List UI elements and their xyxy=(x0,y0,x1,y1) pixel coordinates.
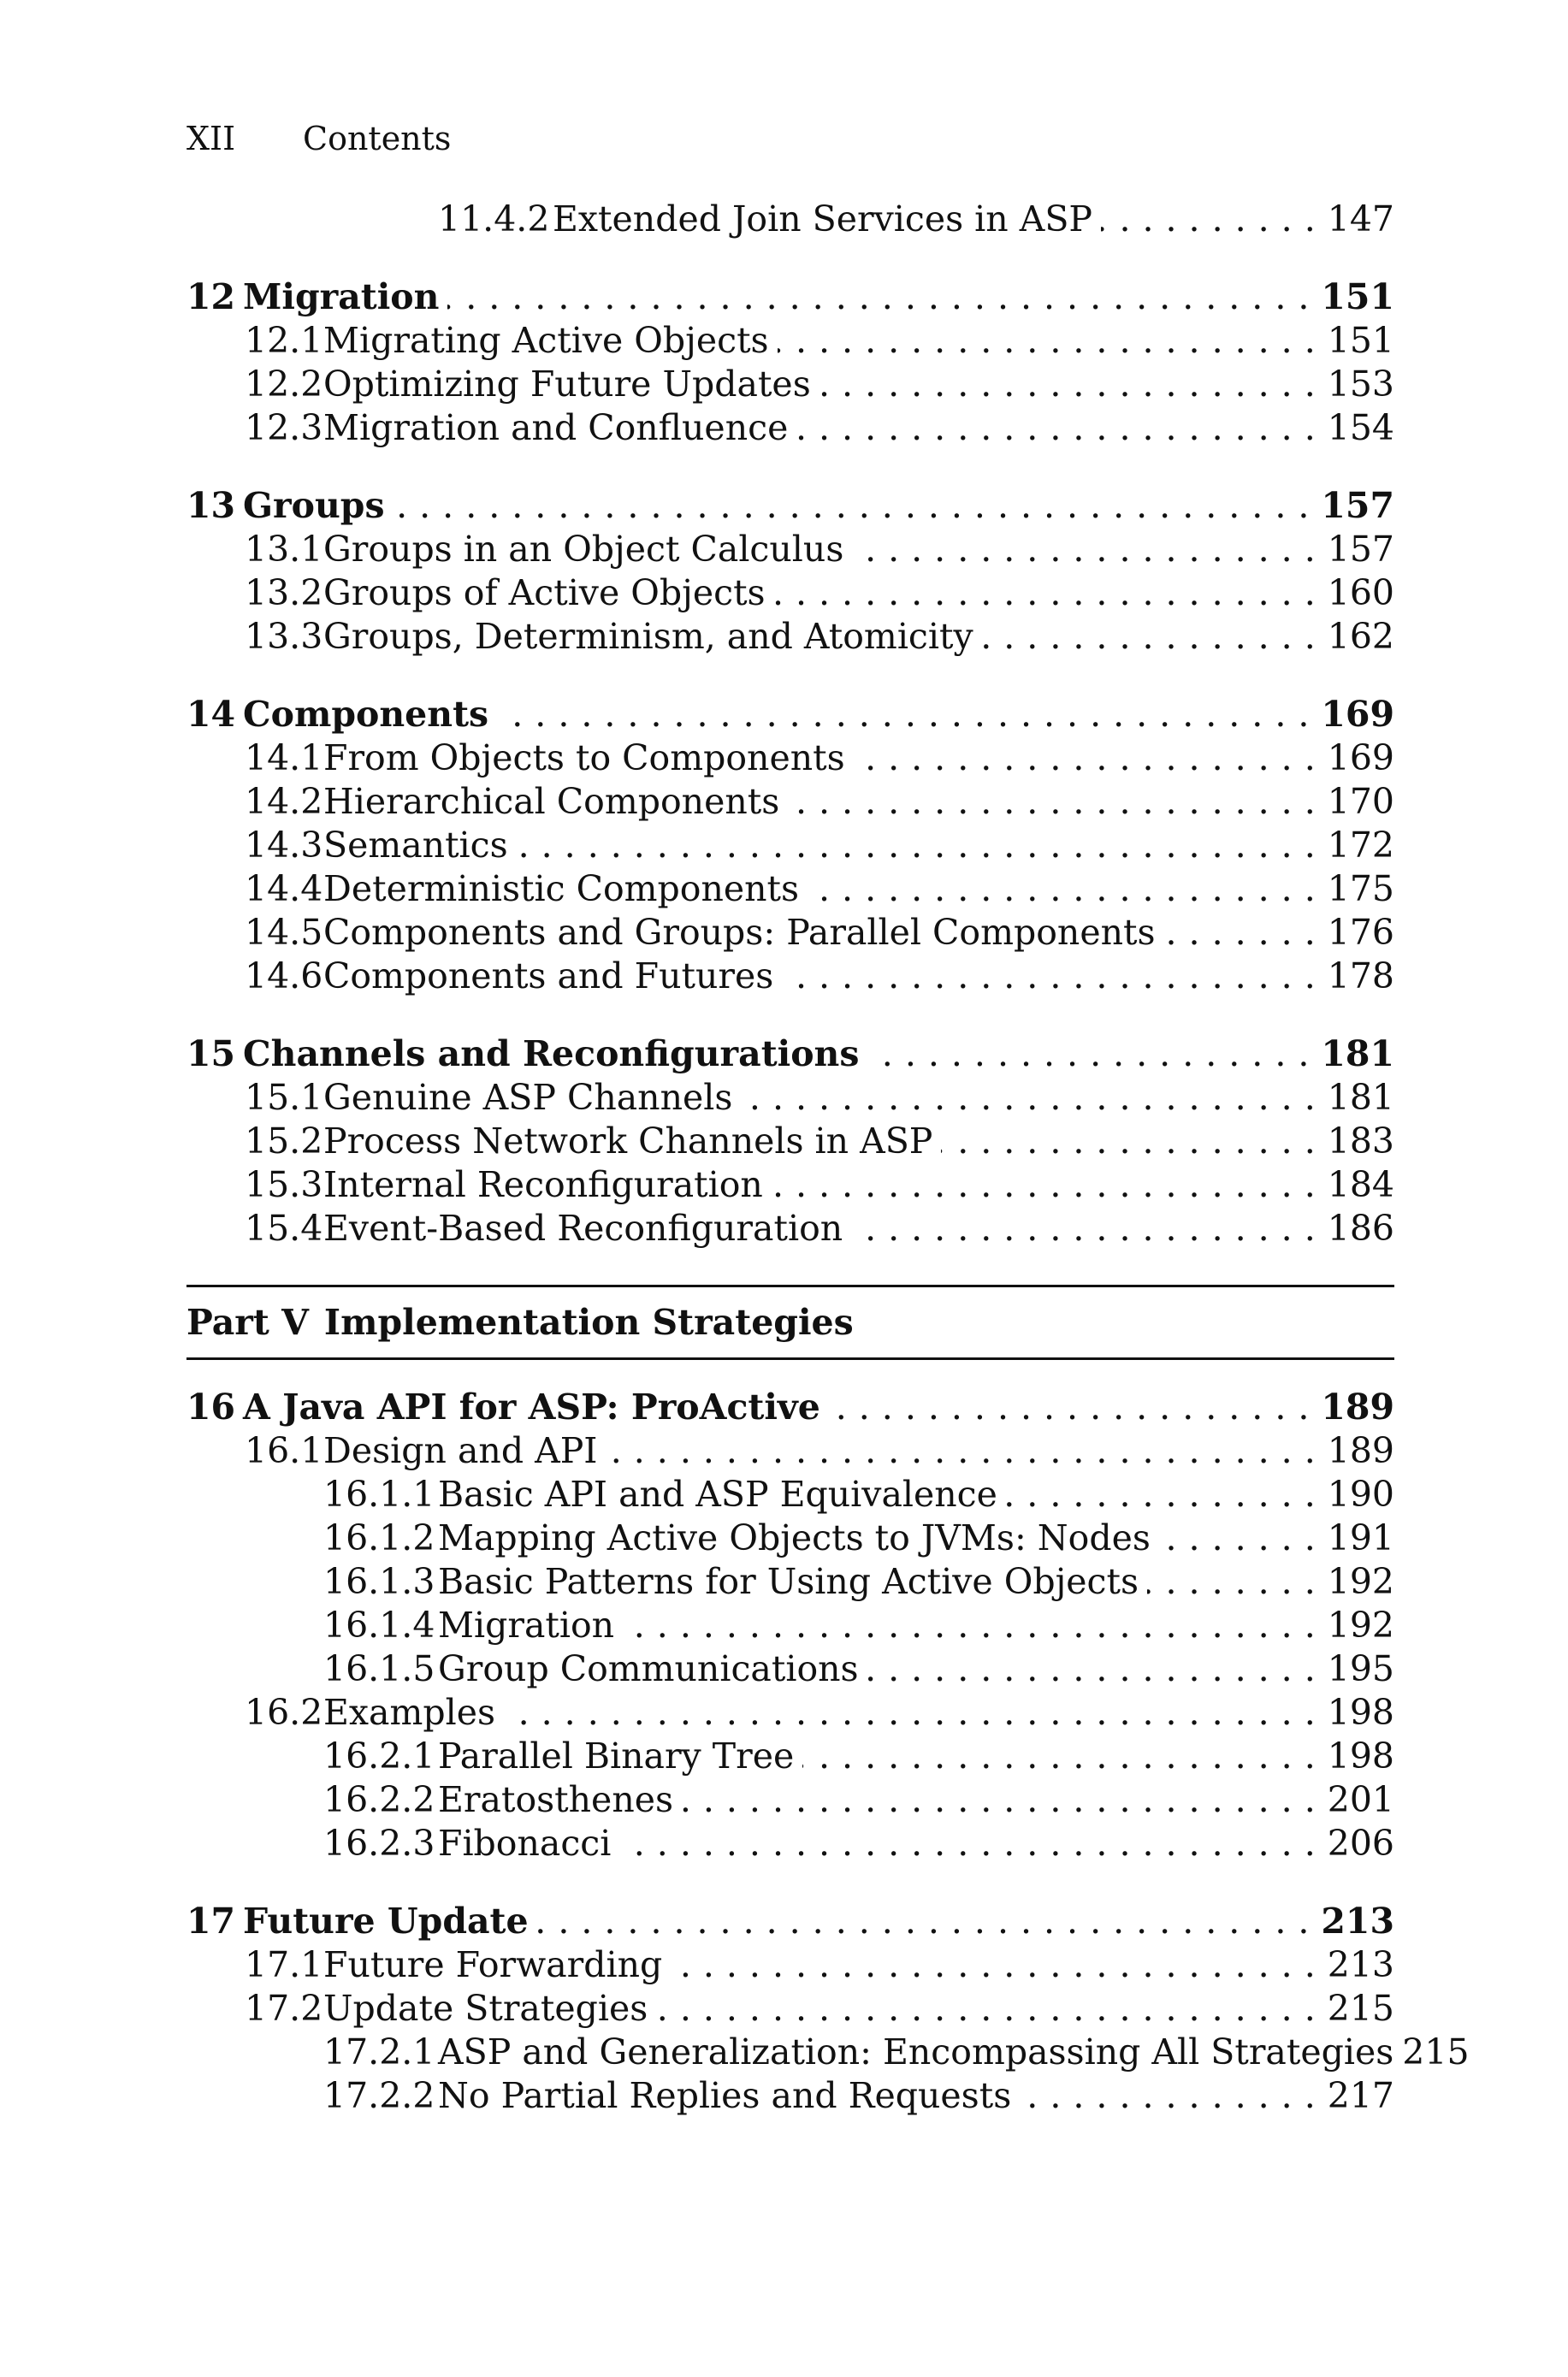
spacer xyxy=(186,659,1394,693)
entry-title: ASP and Generalization: Encompassing All Strategies xyxy=(438,2031,1394,2072)
entry-number: 16.1.4 xyxy=(323,1605,435,1646)
spacer xyxy=(186,998,1394,1032)
dot-leader xyxy=(741,1076,1327,1120)
entry-title: Optimizing Future Updates xyxy=(323,364,811,405)
entry-title: Fibonacci xyxy=(438,1823,612,1864)
entry-title: Migration xyxy=(438,1605,615,1646)
entry-number: 16.1.5 xyxy=(323,1648,435,1689)
entry-title: Extended Join Services in ASP xyxy=(553,198,1093,239)
entry-page: 191 xyxy=(1327,1517,1394,1558)
entry-page: 195 xyxy=(1327,1648,1394,1689)
dot-leader xyxy=(606,1429,1328,1473)
dot-leader xyxy=(982,615,1328,659)
entry-page: 183 xyxy=(1327,1121,1394,1162)
dot-leader xyxy=(867,1032,1321,1076)
entry-page: 215 xyxy=(1402,2031,1470,2072)
entry-title: Update Strategies xyxy=(323,1988,648,2029)
entry-number: 12.3 xyxy=(245,407,323,448)
chapter-number: 14 xyxy=(186,694,236,735)
entry-number: 14.6 xyxy=(245,955,323,996)
part-rule-bottom xyxy=(186,1357,1394,1360)
entry-title: Eratosthenes xyxy=(438,1779,674,1820)
entry-number: 13.3 xyxy=(245,616,323,657)
toc-entry xyxy=(186,571,1394,615)
toc-chapter xyxy=(186,1900,1394,1943)
toc-entry xyxy=(186,911,1394,955)
dot-leader xyxy=(1159,1517,1328,1560)
toc-entry xyxy=(186,1822,1394,1866)
dot-leader xyxy=(497,693,1321,736)
entry-number: 14.2 xyxy=(245,781,323,822)
toc-chapter xyxy=(186,1032,1394,1076)
chapter-page: 189 xyxy=(1321,1387,1394,1428)
chapter-title: A Java API for ASP: ProActive xyxy=(243,1387,820,1428)
dot-leader xyxy=(782,955,1327,998)
dot-leader xyxy=(447,275,1321,319)
dot-leader xyxy=(851,1207,1328,1251)
entry-title: Groups of Active Objects xyxy=(323,572,766,613)
dot-leader xyxy=(1006,1473,1328,1517)
dot-leader xyxy=(682,1778,1328,1822)
toc-entry xyxy=(186,1604,1394,1647)
entry-page: 192 xyxy=(1327,1605,1394,1646)
toc-entry xyxy=(186,1735,1394,1778)
entry-page: 198 xyxy=(1327,1692,1394,1733)
dot-leader xyxy=(778,319,1328,363)
chapter-title: Future Update xyxy=(243,1901,529,1942)
entry-number: 15.3 xyxy=(245,1164,323,1205)
chapter-page: 169 xyxy=(1321,694,1394,735)
entry-page: 181 xyxy=(1327,1077,1394,1118)
part-label: Part V xyxy=(186,1302,309,1343)
entry-number: 17.2.2 xyxy=(323,2075,435,2116)
entry-page: 160 xyxy=(1327,572,1394,613)
entry-page: 151 xyxy=(1327,320,1394,361)
dot-leader xyxy=(619,1822,1327,1866)
dot-leader xyxy=(1101,198,1328,241)
entry-title: No Partial Replies and Requests xyxy=(438,2075,1012,2116)
entry-title: Groups, Determinism, and Atomicity xyxy=(323,616,973,657)
entry-number: 13.1 xyxy=(245,529,323,570)
dot-leader xyxy=(1164,911,1328,955)
entry-page: 206 xyxy=(1327,1823,1394,1864)
toc-entry xyxy=(186,1120,1394,1163)
entry-title: Deterministic Components xyxy=(323,868,800,909)
part-title: Implementation Strategies xyxy=(323,1302,854,1343)
entry-number: 16.1.3 xyxy=(323,1561,435,1602)
dot-leader xyxy=(671,1943,1327,1987)
toc-entry xyxy=(186,615,1394,659)
dot-leader xyxy=(623,1604,1328,1647)
entry-title: Semantics xyxy=(323,825,508,866)
entry-number: 16.2.1 xyxy=(323,1735,435,1777)
entry-number: 14.5 xyxy=(245,912,323,953)
entry-page: 172 xyxy=(1327,825,1394,866)
dot-leader xyxy=(867,1647,1328,1691)
running-header xyxy=(186,118,451,159)
entry-page: 178 xyxy=(1327,955,1394,996)
entry-title: Process Network Channels in ASP xyxy=(323,1121,933,1162)
toc-entry xyxy=(186,1560,1394,1604)
entry-page: 170 xyxy=(1327,781,1394,822)
toc-entry xyxy=(186,1429,1394,1473)
entry-page: 215 xyxy=(1327,1988,1394,2029)
dot-leader xyxy=(393,484,1322,528)
spacer xyxy=(186,1866,1394,1900)
entry-title: Components and Futures xyxy=(323,955,774,996)
entry-page: 186 xyxy=(1327,1208,1394,1249)
entry-page: 153 xyxy=(1327,364,1394,405)
dot-leader xyxy=(808,867,1328,911)
toc-entry xyxy=(186,1647,1394,1691)
entry-number: 15.2 xyxy=(245,1121,323,1162)
entry-page: 176 xyxy=(1327,912,1394,953)
toc-chapter xyxy=(186,693,1394,736)
chapter-page: 181 xyxy=(1321,1033,1394,1074)
spacer xyxy=(186,241,1394,275)
dot-leader xyxy=(796,406,1327,450)
entry-page: 198 xyxy=(1327,1735,1394,1777)
entry-page: 190 xyxy=(1327,1474,1394,1515)
entry-number: 14.3 xyxy=(245,825,323,866)
dot-leader xyxy=(829,1386,1322,1429)
dot-leader xyxy=(802,1735,1328,1778)
toc-entry xyxy=(186,2074,1394,2118)
entry-number: 15.4 xyxy=(245,1208,323,1249)
toc-entry xyxy=(186,1163,1394,1207)
running-title: Contents xyxy=(303,120,452,157)
entry-number: 17.2 xyxy=(245,1988,323,2029)
chapter-number: 12 xyxy=(186,276,236,317)
entry-title: Parallel Binary Tree xyxy=(438,1735,795,1777)
entry-number: 15.1 xyxy=(245,1077,323,1118)
toc-entry xyxy=(186,955,1394,998)
toc-entry xyxy=(186,736,1394,780)
entry-number: 12.2 xyxy=(245,364,323,405)
entry-title: Event-Based Reconfiguration xyxy=(323,1208,843,1249)
entry-number: 16.1 xyxy=(245,1430,323,1471)
toc-entry xyxy=(186,780,1394,824)
dot-leader xyxy=(1147,1560,1328,1604)
entry-number: 14.4 xyxy=(245,868,323,909)
dot-leader xyxy=(941,1120,1327,1163)
chapter-page: 151 xyxy=(1321,276,1394,317)
chapter-number: 15 xyxy=(186,1033,236,1074)
toc-chapter xyxy=(186,484,1394,528)
entry-title: Design and API xyxy=(323,1430,598,1471)
dot-leader xyxy=(772,1163,1328,1207)
entry-title: From Objects to Components xyxy=(323,737,845,778)
entry-page: 201 xyxy=(1327,1779,1394,1820)
dot-leader xyxy=(537,1900,1322,1943)
chapter-title: Components xyxy=(243,694,489,735)
toc-entry xyxy=(186,363,1394,406)
dot-leader xyxy=(656,1987,1327,2031)
chapter-page: 157 xyxy=(1321,485,1394,526)
entry-title: Basic Patterns for Using Active Objects xyxy=(438,1561,1139,1602)
table-of-contents xyxy=(186,198,1470,2118)
part-heading xyxy=(186,1287,1394,1357)
entry-number: 14.1 xyxy=(245,737,323,778)
entry-title: Internal Reconfiguration xyxy=(323,1164,763,1205)
toc-entry xyxy=(186,1076,1394,1120)
chapter-title: Groups xyxy=(243,485,385,526)
entry-page: 189 xyxy=(1327,1430,1394,1471)
toc-entry xyxy=(186,1517,1394,1560)
entry-title: Genuine ASP Channels xyxy=(323,1077,733,1118)
chapter-number: 13 xyxy=(186,485,236,526)
dot-leader xyxy=(1020,2074,1328,2118)
toc-entry xyxy=(186,406,1394,450)
entry-number: 16.2 xyxy=(245,1692,323,1733)
entry-page: 169 xyxy=(1327,737,1394,778)
entry-title: Groups in an Object Calculus xyxy=(323,529,844,570)
entry-number: 16.2.2 xyxy=(323,1779,435,1820)
dot-leader xyxy=(788,780,1327,824)
toc-chapter xyxy=(186,275,1394,319)
entry-title: Migrating Active Objects xyxy=(323,320,769,361)
toc-entry xyxy=(186,1207,1394,1251)
entry-title: Examples xyxy=(323,1692,496,1733)
chapter-title: Migration xyxy=(243,276,440,317)
entry-page: 217 xyxy=(1327,2075,1394,2116)
page-folio: XII xyxy=(186,120,236,157)
entry-title: Migration and Confluence xyxy=(323,407,789,448)
entry-title: Group Communications xyxy=(438,1648,859,1689)
toc-entry xyxy=(186,1987,1394,2031)
chapter-number: 17 xyxy=(186,1901,236,1942)
entry-page: 154 xyxy=(1327,407,1394,448)
entry-number: 17.2.1 xyxy=(323,2031,435,2072)
entry-number: 16.1.2 xyxy=(323,1517,435,1558)
entry-title: Mapping Active Objects to JVMs: Nodes xyxy=(438,1517,1151,1558)
toc-entry xyxy=(186,867,1394,911)
toc-entry xyxy=(186,1691,1394,1735)
dot-leader xyxy=(774,571,1328,615)
toc-entry xyxy=(186,824,1394,867)
toc-entry xyxy=(186,1943,1394,1987)
entry-page: 184 xyxy=(1327,1164,1394,1205)
entry-number: 16.2.3 xyxy=(323,1823,435,1864)
entry-page: 213 xyxy=(1327,1944,1394,1985)
chapter-title: Channels and Reconfigurations xyxy=(243,1033,860,1074)
entry-title: Future Forwarding xyxy=(323,1944,663,1985)
toc-entry xyxy=(186,1778,1394,1822)
dot-leader xyxy=(854,736,1328,780)
toc-chapter xyxy=(186,1386,1394,1429)
entry-number: 13.2 xyxy=(245,572,323,613)
chapter-number: 16 xyxy=(186,1387,236,1428)
entry-number: 17.1 xyxy=(245,1944,323,1985)
entry-title: Components and Groups: Parallel Components xyxy=(323,912,1156,953)
spacer xyxy=(186,450,1394,484)
dot-leader xyxy=(820,363,1328,406)
dot-leader xyxy=(852,528,1327,571)
dot-leader xyxy=(504,1691,1328,1735)
dot-leader xyxy=(517,824,1328,867)
entry-page: 192 xyxy=(1327,1561,1394,1602)
entry-number: 11.4.2 xyxy=(438,198,550,239)
toc-entry xyxy=(186,1473,1394,1517)
entry-page: 157 xyxy=(1327,529,1394,570)
entry-page: 175 xyxy=(1327,868,1394,909)
entry-number: 12.1 xyxy=(245,320,323,361)
toc-entry xyxy=(186,319,1394,363)
entry-title: Hierarchical Components xyxy=(323,781,780,822)
toc-entry xyxy=(186,2031,1470,2074)
entry-page: 162 xyxy=(1327,616,1394,657)
toc-entry xyxy=(186,528,1394,571)
entry-number: 16.1.1 xyxy=(323,1474,435,1515)
chapter-page: 213 xyxy=(1321,1901,1394,1942)
entry-page: 147 xyxy=(1327,198,1394,239)
toc-entry xyxy=(186,198,1394,241)
entry-title: Basic API and ASP Equivalence xyxy=(438,1474,997,1515)
